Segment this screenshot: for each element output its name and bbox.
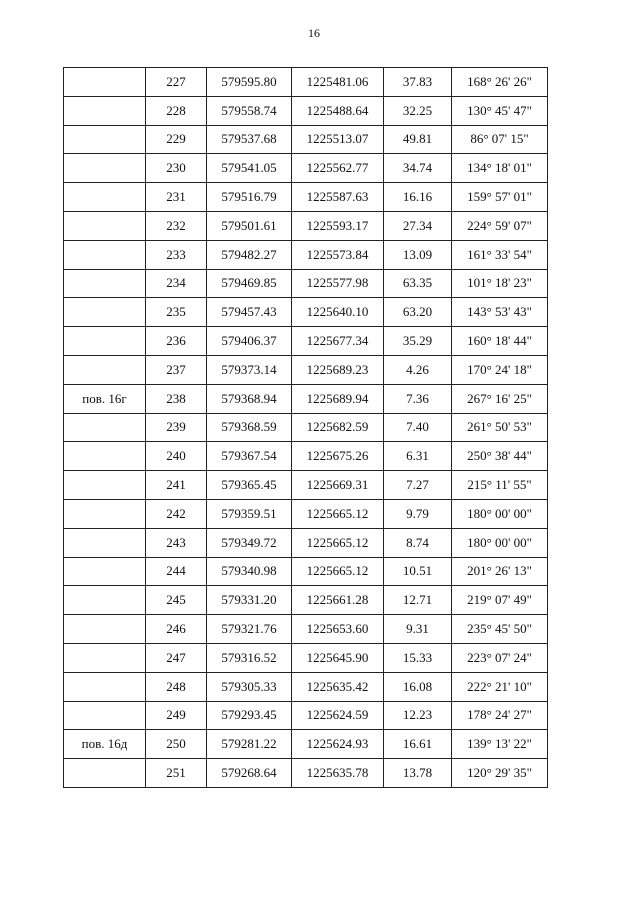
direction-angle-cell: 101° 18' 23" [452, 269, 548, 298]
table-row [64, 499, 548, 528]
direction-angle-cell: 222° 21' 10" [452, 672, 548, 701]
distance-cell: 15.33 [384, 643, 452, 672]
row-label-cell [64, 615, 146, 644]
direction-angle-cell: 261° 50' 53" [452, 413, 548, 442]
distance-cell: 32.25 [384, 96, 452, 125]
point-number-cell: 237 [146, 355, 207, 384]
coordinates-table [63, 67, 548, 788]
table-row [64, 269, 548, 298]
table-row [64, 96, 548, 125]
distance-cell: 9.79 [384, 499, 452, 528]
coord-y-cell: 1225675.26 [292, 442, 384, 471]
row-label-cell [64, 154, 146, 183]
coord-y-cell: 1225677.34 [292, 327, 384, 356]
point-number-cell: 239 [146, 413, 207, 442]
table-row [64, 643, 548, 672]
distance-cell: 6.31 [384, 442, 452, 471]
distance-cell: 16.08 [384, 672, 452, 701]
distance-cell: 34.74 [384, 154, 452, 183]
distance-cell: 13.09 [384, 240, 452, 269]
row-label-cell [64, 528, 146, 557]
coordinates-table-body [64, 68, 548, 788]
table-row [64, 327, 548, 356]
table-row [64, 154, 548, 183]
coord-y-cell: 1225573.84 [292, 240, 384, 269]
row-label-cell [64, 355, 146, 384]
table-row [64, 413, 548, 442]
coord-y-cell: 1225635.42 [292, 672, 384, 701]
row-label-cell [64, 240, 146, 269]
row-label-cell [64, 672, 146, 701]
distance-cell: 9.31 [384, 615, 452, 644]
table-row [64, 586, 548, 615]
table-row [64, 557, 548, 586]
row-label-cell: пов. 16г [64, 384, 146, 413]
row-label-cell [64, 183, 146, 212]
point-number-cell: 235 [146, 298, 207, 327]
coord-x-cell: 579368.94 [207, 384, 292, 413]
point-number-cell: 246 [146, 615, 207, 644]
row-label-cell [64, 701, 146, 730]
distance-cell: 49.81 [384, 125, 452, 154]
table-row [64, 730, 548, 759]
point-number-cell: 245 [146, 586, 207, 615]
direction-angle-cell: 143° 53' 43" [452, 298, 548, 327]
table-row [64, 528, 548, 557]
coord-y-cell: 1225513.07 [292, 125, 384, 154]
table-row [64, 672, 548, 701]
table-row [64, 701, 548, 730]
coord-y-cell: 1225665.12 [292, 557, 384, 586]
coord-y-cell: 1225587.63 [292, 183, 384, 212]
direction-angle-cell: 170° 24' 18" [452, 355, 548, 384]
coord-x-cell: 579558.74 [207, 96, 292, 125]
point-number-cell: 244 [146, 557, 207, 586]
coord-x-cell: 579406.37 [207, 327, 292, 356]
table-row [64, 471, 548, 500]
distance-cell: 7.36 [384, 384, 452, 413]
direction-angle-cell: 223° 07' 24" [452, 643, 548, 672]
distance-cell: 7.40 [384, 413, 452, 442]
coord-y-cell: 1225577.98 [292, 269, 384, 298]
direction-angle-cell: 130° 45' 47" [452, 96, 548, 125]
direction-angle-cell: 219° 07' 49" [452, 586, 548, 615]
table-row [64, 211, 548, 240]
row-label-cell [64, 557, 146, 586]
row-label-cell [64, 413, 146, 442]
distance-cell: 13.78 [384, 759, 452, 788]
table-row [64, 355, 548, 384]
row-label-cell [64, 96, 146, 125]
coord-x-cell: 579501.61 [207, 211, 292, 240]
coord-x-cell: 579537.68 [207, 125, 292, 154]
row-label-cell: пов. 16д [64, 730, 146, 759]
distance-cell: 16.61 [384, 730, 452, 759]
point-number-cell: 232 [146, 211, 207, 240]
coord-x-cell: 579373.14 [207, 355, 292, 384]
direction-angle-cell: 139° 13' 22" [452, 730, 548, 759]
coord-y-cell: 1225635.78 [292, 759, 384, 788]
point-number-cell: 248 [146, 672, 207, 701]
direction-angle-cell: 134° 18' 01" [452, 154, 548, 183]
row-label-cell [64, 211, 146, 240]
row-label-cell [64, 442, 146, 471]
point-number-cell: 242 [146, 499, 207, 528]
row-label-cell [64, 643, 146, 672]
distance-cell: 12.71 [384, 586, 452, 615]
row-label-cell [64, 298, 146, 327]
row-label-cell [64, 759, 146, 788]
point-number-cell: 238 [146, 384, 207, 413]
coord-x-cell: 579340.98 [207, 557, 292, 586]
coord-x-cell: 579331.20 [207, 586, 292, 615]
row-label-cell [64, 499, 146, 528]
direction-angle-cell: 180° 00' 00" [452, 528, 548, 557]
distance-cell: 12.23 [384, 701, 452, 730]
coord-y-cell: 1225665.12 [292, 499, 384, 528]
point-number-cell: 227 [146, 68, 207, 97]
point-number-cell: 250 [146, 730, 207, 759]
table-row [64, 615, 548, 644]
table-row [64, 125, 548, 154]
direction-angle-cell: 160° 18' 44" [452, 327, 548, 356]
distance-cell: 63.20 [384, 298, 452, 327]
direction-angle-cell: 120° 29' 35" [452, 759, 548, 788]
table-row [64, 298, 548, 327]
point-number-cell: 243 [146, 528, 207, 557]
coord-x-cell: 579516.79 [207, 183, 292, 212]
point-number-cell: 231 [146, 183, 207, 212]
coord-x-cell: 579541.05 [207, 154, 292, 183]
point-number-cell: 229 [146, 125, 207, 154]
coord-y-cell: 1225562.77 [292, 154, 384, 183]
distance-cell: 4.26 [384, 355, 452, 384]
direction-angle-cell: 201° 26' 13" [452, 557, 548, 586]
table-row [64, 68, 548, 97]
direction-angle-cell: 178° 24' 27" [452, 701, 548, 730]
coord-y-cell: 1225653.60 [292, 615, 384, 644]
direction-angle-cell: 161° 33' 54" [452, 240, 548, 269]
coord-y-cell: 1225689.94 [292, 384, 384, 413]
coord-x-cell: 579316.52 [207, 643, 292, 672]
table-row [64, 183, 548, 212]
coord-x-cell: 579293.45 [207, 701, 292, 730]
distance-cell: 37.83 [384, 68, 452, 97]
table-row [64, 442, 548, 471]
direction-angle-cell: 86° 07' 15" [452, 125, 548, 154]
point-number-cell: 234 [146, 269, 207, 298]
point-number-cell: 230 [146, 154, 207, 183]
distance-cell: 16.16 [384, 183, 452, 212]
coord-y-cell: 1225682.59 [292, 413, 384, 442]
row-label-cell [64, 269, 146, 298]
coord-x-cell: 579367.54 [207, 442, 292, 471]
coord-x-cell: 579595.80 [207, 68, 292, 97]
coord-x-cell: 579482.27 [207, 240, 292, 269]
direction-angle-cell: 168° 26' 26" [452, 68, 548, 97]
distance-cell: 10.51 [384, 557, 452, 586]
table-row [64, 240, 548, 269]
coord-x-cell: 579359.51 [207, 499, 292, 528]
point-number-cell: 233 [146, 240, 207, 269]
coord-x-cell: 579368.59 [207, 413, 292, 442]
row-label-cell [64, 586, 146, 615]
point-number-cell: 236 [146, 327, 207, 356]
coord-y-cell: 1225640.10 [292, 298, 384, 327]
direction-angle-cell: 215° 11' 55" [452, 471, 548, 500]
point-number-cell: 249 [146, 701, 207, 730]
coord-x-cell: 579457.43 [207, 298, 292, 327]
point-number-cell: 241 [146, 471, 207, 500]
coord-y-cell: 1225624.93 [292, 730, 384, 759]
row-label-cell [64, 471, 146, 500]
coord-y-cell: 1225624.59 [292, 701, 384, 730]
coord-x-cell: 579321.76 [207, 615, 292, 644]
distance-cell: 8.74 [384, 528, 452, 557]
distance-cell: 35.29 [384, 327, 452, 356]
coord-y-cell: 1225689.23 [292, 355, 384, 384]
coord-x-cell: 579281.22 [207, 730, 292, 759]
row-label-cell [64, 327, 146, 356]
coord-y-cell: 1225661.28 [292, 586, 384, 615]
coord-x-cell: 579305.33 [207, 672, 292, 701]
row-label-cell [64, 68, 146, 97]
distance-cell: 27.34 [384, 211, 452, 240]
row-label-cell [64, 125, 146, 154]
direction-angle-cell: 267° 16' 25" [452, 384, 548, 413]
distance-cell: 7.27 [384, 471, 452, 500]
direction-angle-cell: 159° 57' 01" [452, 183, 548, 212]
coord-y-cell: 1225488.64 [292, 96, 384, 125]
direction-angle-cell: 224° 59' 07" [452, 211, 548, 240]
point-number-cell: 251 [146, 759, 207, 788]
table-row [64, 384, 548, 413]
page-number: 16 [308, 26, 320, 40]
point-number-cell: 247 [146, 643, 207, 672]
point-number-cell: 240 [146, 442, 207, 471]
coord-x-cell: 579365.45 [207, 471, 292, 500]
direction-angle-cell: 235° 45' 50" [452, 615, 548, 644]
coord-x-cell: 579469.85 [207, 269, 292, 298]
distance-cell: 63.35 [384, 269, 452, 298]
direction-angle-cell: 180° 00' 00" [452, 499, 548, 528]
coord-y-cell: 1225665.12 [292, 528, 384, 557]
coord-y-cell: 1225481.06 [292, 68, 384, 97]
coord-y-cell: 1225593.17 [292, 211, 384, 240]
table-row [64, 759, 548, 788]
coord-y-cell: 1225669.31 [292, 471, 384, 500]
point-number-cell: 228 [146, 96, 207, 125]
direction-angle-cell: 250° 38' 44" [452, 442, 548, 471]
coord-y-cell: 1225645.90 [292, 643, 384, 672]
coord-x-cell: 579349.72 [207, 528, 292, 557]
coord-x-cell: 579268.64 [207, 759, 292, 788]
